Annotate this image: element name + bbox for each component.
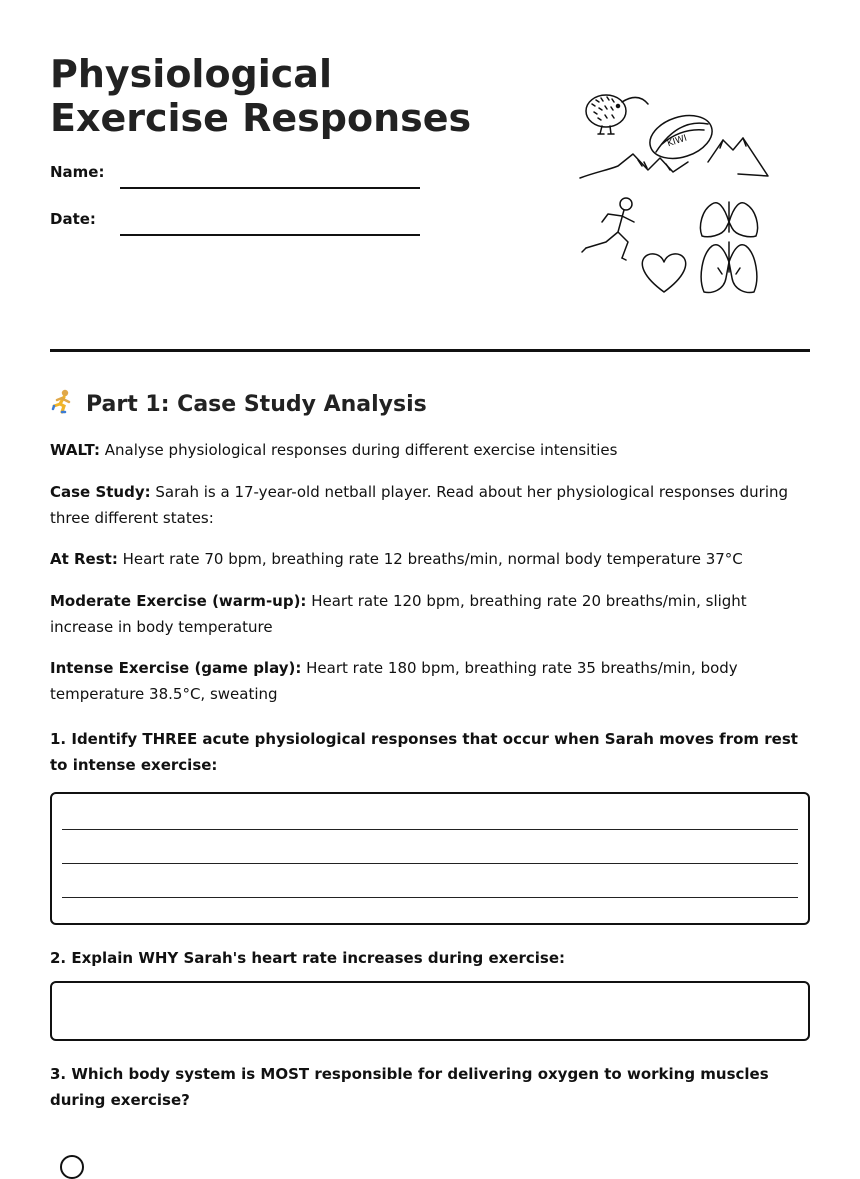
question-3: 3. Which body system is MOST responsible for delivering oxygen to working muscles during exercise? [50,1065,769,1109]
page-title: Physiological Exercise Responses [50,52,472,140]
worksheet-page [50,0,810,1109]
moderate-label: Moderate Exercise (warm-up): [50,592,307,610]
question-1: 1. Identify THREE acute physiological responses that occur when Sarah moves from rest to intense exercise: [50,730,798,774]
date-label: Date: [50,210,96,228]
header-divider [50,349,810,352]
kiwi-bird-icon [586,95,648,134]
answer-line[interactable] [62,829,798,830]
rest-text: Heart rate 70 bpm, breathing rate 12 breaths/min, normal body temperature 37°C [117,550,743,568]
name-label: Name: [50,163,105,181]
rugby-ball-label: KIWI [666,133,689,150]
moderate-text: Heart rate 120 bpm, breathing rate 20 breaths/min, slight increase in body temperature [50,592,747,636]
intense-text: Heart rate 180 bpm, breathing rate 35 breaths/min, body temperature 38.5°C, sweating [50,659,738,703]
walt-text: Analyse physiological responses during different exercise intensities [99,441,618,459]
runner-icon [582,198,634,260]
walt-paragraph [50,437,810,463]
rest-paragraph [50,546,810,572]
date-field[interactable] [120,234,420,236]
question-2-answer-box[interactable] [50,981,810,1041]
answer-line[interactable] [62,897,798,898]
rugby-ball-icon [644,108,717,166]
case-study-label: Case Study: [50,483,151,501]
case-study-paragraph [50,479,810,531]
part1-heading [50,388,427,421]
intense-paragraph [50,655,810,707]
question-2: 2. Explain WHY Sarah's heart rate increases during exercise: [50,949,566,967]
heart-icon [642,254,685,292]
question-3-option-radio[interactable] [60,1155,84,1179]
name-field[interactable] [120,187,420,189]
question-1-answer-box[interactable] [50,792,810,925]
answer-line[interactable] [62,863,798,864]
case-study-text: Sarah is a 17-year-old netball player. Read about her physiological responses during three different states: [50,483,789,527]
worksheet-illustration [578,82,772,300]
lungs-icon [700,202,757,292]
moderate-paragraph [50,588,810,640]
worksheet-header [50,0,810,352]
intense-label: Intense Exercise (game play): [50,659,302,677]
rest-label: At Rest: [50,550,118,568]
part1-heading-text: Part 1: Case Study Analysis [86,392,427,417]
walt-label: WALT: [50,441,100,459]
running-person-icon [50,388,76,414]
